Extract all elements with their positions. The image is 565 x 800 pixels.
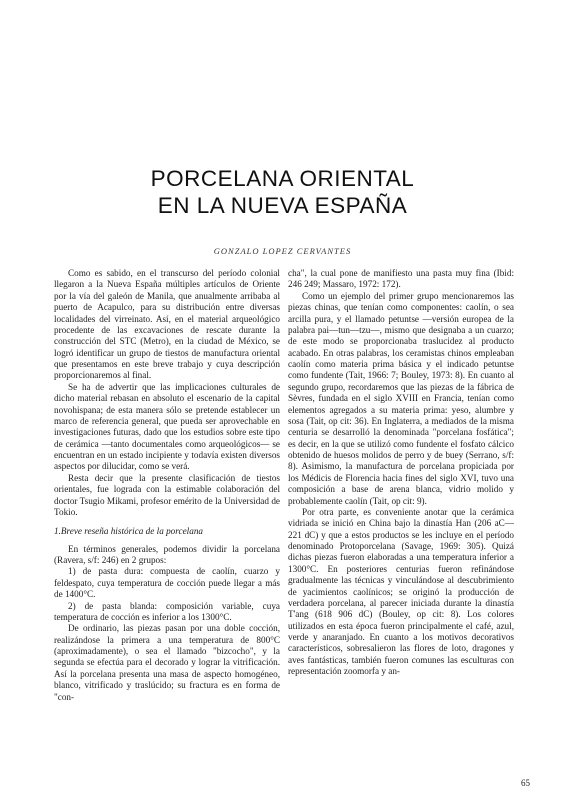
section-heading: 1.Breve reseña histórica de la porcelana [54,526,204,537]
author-byline: GONZALO LOPEZ CERVANTES [213,246,352,256]
paragraph: Resta decir que la presente clasificación de tiestos orientales, fue lograda con la estimable colaboración del doctor Tsugio Mikami, profesor emérito de la Universidad de Tokio. [54,472,280,517]
right-column [288,268,514,678]
article-title-line-1: PORCELANA ORIENTAL [150,166,415,191]
article-title-line-2: EN LA NUEVA ESPAÑA [157,193,408,218]
paragraph: Como un ejemplo del primer grupo mencionaremos las piezas chinas, que tenían como componentes: caolín, o sea arcilla pura, y el llamado petuntse —versión europea de la palabra pai—tun—tzu—, mismo que designaba a un cuarzo; de este modo se proporcionaba traslucidez al producto acabado. En otras palabras, los ceramistas chinos empleaban caolín como materia prima básica y el indicado petuntse como fundente (Tait, 1966: 7; Bouley, 1973: 8). En cuanto al segundo grupo, recordaremos que las piezas de la fábrica de Sèvres, fundada en el siglo XVIII en Francia, tenían como elementos agregados a su materia prima: yeso, alumbre y sosa (Tait, op cit: 36). En Inglaterra, a mediados de la misma centuria se desarrolló la denominada "porcelana fosfática"; es decir, en la que se utilizó como fundente el fosfato cálcico obtenido de huesos molidos de perro y de buey (Serrano, s/f: 8). Asimismo, la manufactura de porcelana propiciada por los Médicis de Florencia hacia fines del siglo XVI, tuvo una composición a base de arena blanca, vidrio molido y probablemente caolín (Tait, op cit: 9). [288,290,514,506]
page-number: 65 [521,778,530,788]
paragraph: Como es sabido, en el transcurso del período colonial llegaron a la Nueva España múltiples artículos de Oriente por la vía del galeón de Manila, que anualmente arribaba al puerto de Acapulco, para su distribución entre diversas localidades del virreinato. Así, en el material arqueológico procedente de las excavaciones de rescate durante la construcción del STC (Metro), en la ciudad de México, se logró identificar un grupo de tiestos de manufactura oriental que presentamos en este breve trabajo y cuya descripción proporcionaremos al final. [54,268,280,381]
paragraph: Se ha de advertir que las implicaciones culturales de dicho material rebasan en absoluto el escenario de la capital novohispana; de esta manera sólo se pretende establecer un marco de referencia general, que pueda ser aprovechable en investigaciones futuras, dado que los estudios sobre este tipo de cerámica —tanto documentales como arqueológicos— se encuentran en un estado incipiente y todavía existen diversos aspectos por dilucidar, como se verá. [54,381,280,472]
paragraph: De ordinario, las piezas pasan por una doble cocción, realizándose la primera a una temperatura de 800°C (aproximadamente), o sea el llamado "bizcocho", y la segunda se efectúa para el decorado y lograr la vitrificación. Así la porcelana presenta una masa de aspecto homogéneo, blanco, vitrificado y traslúcido; su fractura es en forma de "con- [54,623,280,702]
list-item: 2) de pasta blanda: composición variable, cuya temperatura de cocción es inferior a los 1300°C. [54,600,280,622]
list-item: 1) de pasta dura: compuesta de caolín, cuarzo y feldespato, cuya temperatura de cocción puede llegar a más de 1400°C. [54,566,280,600]
paragraph: Por otra parte, es conveniente anotar que la cerámica vidriada se inició en China bajo la dinastía Han (206 aC—221 dC) y que a estos productos se les incluye en el período denominado Protoporcelana (Savage, 1969: 305). Quizá dichas piezas fueron elaboradas a una temperatura inferior a 1300°C. En posteriores centurias fueron refinándose gradualmente las técnicas y vinculándose al descubrimiento de yacimientos caolínicos; se originó la producción de verdadera porcelana, al parecer iniciada durante la dinastía T'ang (618 906 dC) (Bouley, op cit: 8). Los colores utilizados en esta época fueron principalmente el café, azul, verde y anaranjado. En cuanto a los motivos decorativos característicos, sobresalieron las flores de loto, dragones y aves fantásticas, también fueron comunes las esculturas con representación zoomorfa y an- [288,506,514,677]
paragraph: En términos generales, podemos dividir la porcelana (Ravera, s/f: 246) en 2 grupos: [54,543,280,565]
paragraph: cha", la cual pone de manifiesto una pasta muy fina (Ibid: 246 249; Massaro, 1972: 172). [288,268,514,290]
left-column [54,268,280,703]
